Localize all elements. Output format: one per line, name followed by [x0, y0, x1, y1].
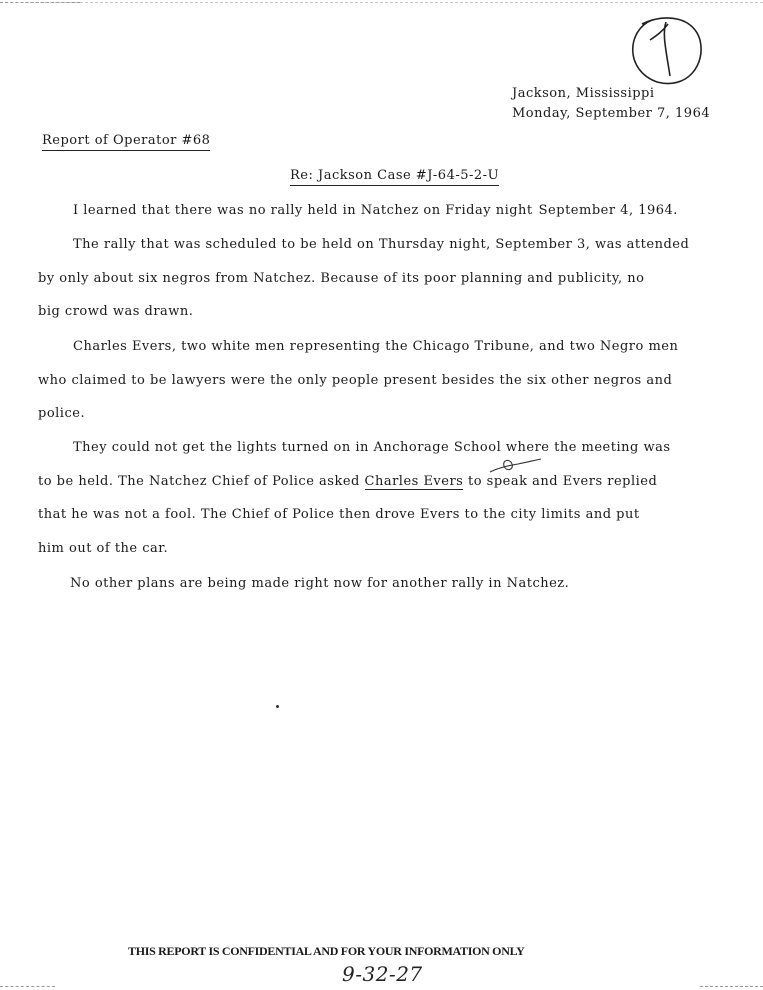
- body-line-6: who claimed to be lawyers were the only people present besides the six other negros and: [38, 373, 673, 388]
- top-scan-rule-left: [0, 2, 80, 3]
- scan-speck: [276, 705, 279, 708]
- bottom-scan-rule-left: [0, 986, 55, 987]
- handwritten-circled-mark: [622, 10, 706, 88]
- body-line-1: [73, 203, 678, 218]
- body-line-12: No other plans are being made right now for another rally in Natchez.: [70, 576, 570, 591]
- case-reference: Re: Jackson Case #J-64-5-2-U: [290, 168, 499, 186]
- body-line-7: police.: [38, 406, 86, 421]
- handwritten-file-number-text: 9-32-27: [342, 962, 423, 986]
- body-line-1-text: I learned that there was no rally held in Natchez on Friday night: [73, 203, 533, 218]
- handwritten-annotation: [488, 456, 542, 476]
- body-line-11: him out of the car.: [38, 541, 169, 556]
- bottom-scan-rule-right: [700, 986, 763, 987]
- body-line-1-date: September 4, 1964.: [538, 203, 678, 218]
- report-operator-heading: Report of Operator #68: [42, 133, 210, 151]
- body-line-9: [38, 474, 657, 489]
- body-line-5: Charles Evers, two white men representing the Chicago Tribune, and two Negro men: [73, 339, 679, 354]
- confidential-notice: THIS REPORT IS CONFIDENTIAL AND FOR YOUR INFORMATION ONLY: [128, 944, 525, 958]
- dateline-place: Jackson, Mississippi: [512, 86, 655, 101]
- body-line-8: They could not get the lights turned on in Anchorage School where the meeting was: [73, 440, 671, 455]
- top-scan-rule: [0, 2, 763, 3]
- body-line-4: big crowd was drawn.: [38, 304, 194, 319]
- body-line-9-start: to be held. The Natchez Chief of Police asked: [38, 474, 365, 489]
- underlined-name: Charles Evers: [364, 474, 464, 489]
- body-line-2: The rally that was scheduled to be held on Thursday night, September 3, was attended: [73, 237, 690, 252]
- dateline: [512, 84, 710, 124]
- handwritten-file-number: [342, 962, 476, 986]
- body-line-10: that he was not a fool. The Chief of Police then drove Evers to the city limits and put: [38, 507, 640, 522]
- body-line-9-end: to speak and Evers replied: [463, 474, 658, 489]
- dateline-date: Monday, September 7, 1964: [512, 106, 711, 121]
- body-line-3: by only about six negros from Natchez. Because of its poor planning and publicity, no: [38, 271, 645, 286]
